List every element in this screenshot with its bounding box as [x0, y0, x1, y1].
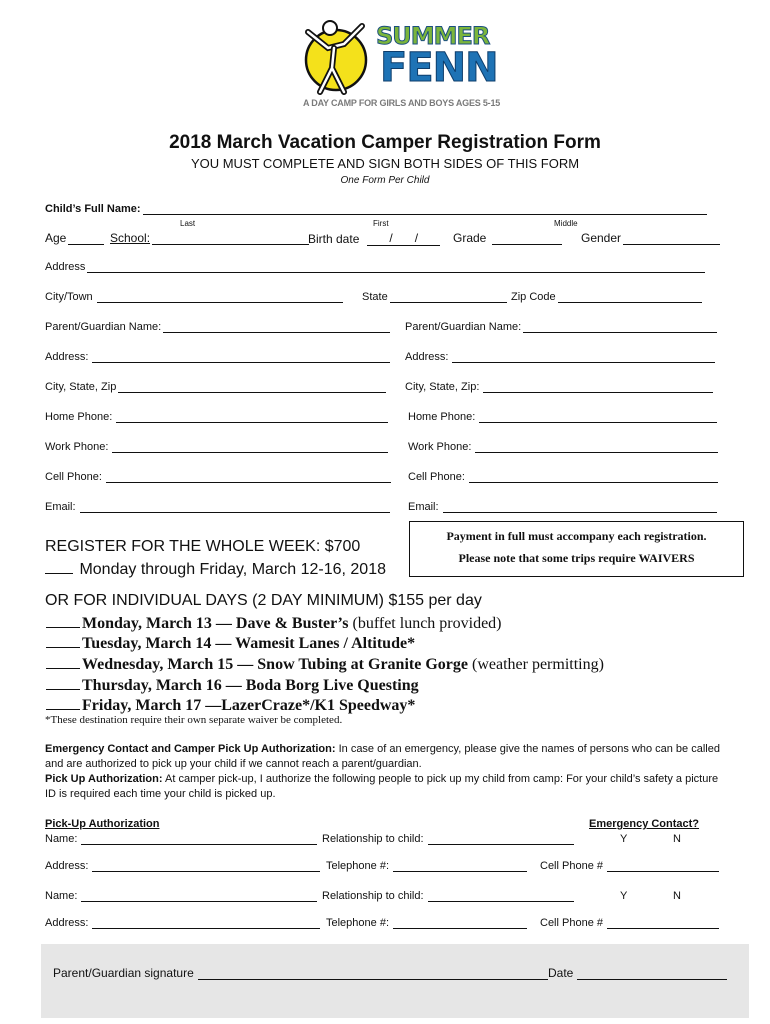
grade-label: Grade: [453, 231, 487, 245]
logo-word-summer: SUMMER: [376, 22, 490, 50]
child-address-label: Address: [45, 261, 86, 273]
individual-days-heading: OR FOR INDIVIDUAL DAYS (2 DAY MINIMUM) $155 per day: [45, 592, 482, 609]
signature-date-label: Date: [548, 966, 574, 980]
gender-input[interactable]: [623, 233, 720, 245]
guardian1-name-input[interactable]: [163, 321, 390, 333]
pickup2-telephone-field[interactable]: [326, 917, 527, 929]
emergency-paragraph-text: In case of an emergency, please give the names of persons who can be called and are authorized to pick up your child if we cannot reach a parent/guardian.: [45, 743, 720, 770]
child-city-input[interactable]: [97, 291, 343, 303]
guardian2-email-field[interactable]: [408, 501, 717, 513]
guardian1-address-input[interactable]: [92, 351, 390, 363]
age-input[interactable]: [68, 233, 104, 245]
guardian1-home-phone-field[interactable]: [45, 411, 388, 423]
guardian-signature-label: Parent/Guardian signature: [53, 966, 194, 980]
guardian1-cell-phone-field[interactable]: [45, 471, 391, 483]
guardian1-work-phone-field[interactable]: [45, 441, 388, 453]
whole-week-option-label: Monday through Friday, March 12-16, 2018: [79, 561, 386, 578]
guardian2-cell-phone-input[interactable]: [469, 471, 718, 483]
pickup1-relationship-label: Relationship to child:: [322, 833, 424, 845]
pickup2-name-input[interactable]: [81, 890, 317, 902]
day-option-title: Wednesday, March 15 — Snow Tubing at Granite Gorge: [82, 656, 468, 673]
day-option-title: Thursday, March 16 — Boda Borg Live Questing: [82, 677, 419, 694]
guardian1-work-phone-label: Work Phone:: [45, 441, 109, 453]
pickup2-relationship-label: Relationship to child:: [322, 890, 424, 902]
guardian2-name-label: Parent/Guardian Name:: [405, 321, 522, 333]
pickup2-cell-field[interactable]: [540, 917, 719, 929]
guardian1-email-label: Email:: [45, 501, 76, 513]
guardian1-city-input[interactable]: [118, 381, 386, 393]
guardian2-home-phone-label: Home Phone:: [408, 411, 476, 423]
guardian2-cell-phone-field[interactable]: [408, 471, 718, 483]
child-full-name-field[interactable]: [45, 203, 707, 215]
guardian2-email-input[interactable]: [443, 501, 717, 513]
signature-box: [41, 944, 749, 1018]
whole-week-option[interactable]: [45, 560, 386, 579]
guardian1-address-field[interactable]: [45, 351, 390, 363]
pickup1-name-field[interactable]: [45, 833, 317, 845]
logo-word-fenn: FENN: [380, 45, 498, 91]
day-option-monday[interactable]: [46, 614, 502, 633]
day-option-note: (buffet lunch provided): [348, 615, 502, 632]
age-field[interactable]: [45, 231, 104, 245]
pickup-paragraph: [45, 772, 725, 802]
guardian2-cell-phone-label: Cell Phone:: [408, 471, 465, 483]
payment-notice-box: [409, 521, 744, 577]
signature-date-input[interactable]: [577, 968, 727, 980]
guardian2-work-phone-field[interactable]: [408, 441, 718, 453]
pickup2-relationship-field[interactable]: [322, 890, 574, 902]
child-state-label: State: [362, 291, 388, 303]
pickup1-relationship-field[interactable]: [322, 833, 574, 845]
pickup-heading: Pick-Up Authorization: [45, 818, 160, 830]
pickup1-telephone-field[interactable]: [326, 860, 527, 872]
guardian-signature-field[interactable]: [53, 966, 548, 980]
grade-field[interactable]: [453, 231, 562, 245]
guardian1-cell-phone-label: Cell Phone:: [45, 471, 102, 483]
pickup1-telephone-label: Telephone #:: [326, 860, 389, 872]
pickup2-address-label: Address:: [45, 917, 89, 929]
day-option-title: Tuesday, March 14 — Wamesit Lanes / Altitude*: [82, 635, 416, 652]
payment-notice-line2: Please note that some trips require WAIVERS: [458, 551, 695, 565]
birth-date-label: Birth date: [308, 232, 360, 246]
emergency-contact-heading: Emergency Contact?: [589, 818, 700, 830]
payment-notice-line1: Payment in full must accompany each registration.: [446, 529, 707, 543]
child-zip-input[interactable]: [558, 291, 702, 303]
form-subtitle: YOU MUST COMPLETE AND SIGN BOTH SIDES OF THIS FORM: [190, 156, 580, 171]
child-city-field[interactable]: [45, 291, 343, 303]
camp-logo: [300, 18, 500, 113]
guardian2-name-input[interactable]: [523, 321, 717, 333]
birth-year-input[interactable]: [418, 234, 440, 246]
guardian2-address-input[interactable]: [452, 351, 715, 363]
guardian2-email-label: Email:: [408, 501, 439, 513]
pickup1-address-label: Address:: [45, 860, 89, 872]
gender-label: Gender: [581, 231, 622, 245]
day-checkbox-line[interactable]: [46, 655, 80, 669]
form-note: One Form Per Child: [340, 175, 430, 186]
guardian2-name-field[interactable]: [405, 321, 717, 333]
pickup2-relationship-input[interactable]: [428, 890, 574, 902]
pickup2-cell-label: Cell Phone #: [540, 917, 603, 929]
pickup2-telephone-label: Telephone #:: [326, 917, 389, 929]
guardian1-home-phone-label: Home Phone:: [45, 411, 113, 423]
day-option-wednesday[interactable]: [46, 655, 604, 674]
emergency-paragraph: [45, 742, 725, 772]
guardian2-address-field[interactable]: [405, 351, 715, 363]
pickup1-address-input[interactable]: [92, 860, 320, 872]
child-address-field[interactable]: [45, 261, 705, 273]
guardian1-email-input[interactable]: [80, 501, 390, 513]
guardian1-name-field[interactable]: [45, 321, 390, 333]
day-checkbox-line[interactable]: [46, 634, 80, 648]
birth-date-field[interactable]: [308, 231, 440, 246]
day-checkbox-line[interactable]: [46, 614, 80, 628]
pickup1-address-field[interactable]: [45, 860, 320, 872]
guardian2-home-phone-input[interactable]: [479, 411, 717, 423]
guardian1-work-phone-input[interactable]: [112, 441, 388, 453]
guardian1-city-field[interactable]: [45, 381, 386, 393]
pickup2-telephone-input[interactable]: [393, 917, 527, 929]
pickup1-cell-input[interactable]: [607, 860, 719, 872]
child-zip-field[interactable]: [511, 291, 702, 303]
guardian-signature-input[interactable]: [198, 968, 548, 980]
pickup2-cell-input[interactable]: [607, 917, 719, 929]
school-input[interactable]: [152, 233, 309, 245]
child-address-input[interactable]: [87, 261, 705, 273]
guardian2-work-phone-input[interactable]: [475, 441, 718, 453]
gender-field[interactable]: [581, 231, 720, 245]
pickup1-telephone-input[interactable]: [393, 860, 527, 872]
grade-input[interactable]: [492, 233, 562, 245]
day-option-title: Monday, March 13 — Dave & Buster’s: [82, 615, 349, 632]
signature-date-field[interactable]: [548, 966, 727, 980]
pickup2-name-label: Name:: [45, 890, 78, 902]
form-title: 2018 March Vacation Camper Registration Form: [169, 132, 601, 153]
child-state-field[interactable]: [362, 291, 507, 303]
guardian1-email-field[interactable]: [45, 501, 390, 513]
guardian1-home-phone-input[interactable]: [116, 411, 388, 423]
guardian1-address-label: Address:: [45, 351, 89, 363]
child-full-name-input[interactable]: [143, 203, 707, 215]
guardian1-name-label: Parent/Guardian Name:: [45, 321, 162, 333]
birth-month-input[interactable]: [367, 234, 389, 246]
guardian2-work-phone-label: Work Phone:: [408, 441, 472, 453]
logo-tagline: A DAY CAMP FOR GIRLS AND BOYS AGES 5-15: [303, 98, 501, 108]
pickup1-emergency-no[interactable]: N: [673, 833, 681, 845]
birth-date-slash-1: /: [389, 231, 393, 245]
guardian1-city-label: City, State, Zip: [45, 381, 117, 393]
day-option-title: Friday, March 17 —LazerCraze*/K1 Speedway*: [82, 697, 416, 714]
pickup2-name-field[interactable]: [45, 890, 317, 902]
middle-name-caption: Middle: [554, 219, 578, 228]
pickup2-emergency-no[interactable]: N: [673, 890, 681, 902]
logo-figure-icon: [300, 18, 375, 98]
guardian2-city-label: City, State, Zip:: [405, 381, 480, 393]
age-label: Age: [45, 231, 67, 245]
pickup1-name-input[interactable]: [81, 833, 317, 845]
birth-date-slash-2: /: [414, 231, 419, 245]
emergency-paragraph-bold: Emergency Contact and Camper Pick Up Authorization:: [45, 743, 336, 755]
guardian2-city-input[interactable]: [483, 381, 713, 393]
pickup-paragraph-text: At camper pick-up, I authorize the following people to pick up my child from camp: For your child’s safety a picture ID is required each time your child is picked up.: [45, 773, 719, 800]
pickup2-address-field[interactable]: [45, 917, 320, 929]
whole-week-checkbox-line[interactable]: [45, 560, 73, 574]
pickup1-relationship-input[interactable]: [428, 833, 574, 845]
day-checkbox-line[interactable]: [46, 696, 80, 710]
guardian2-address-label: Address:: [405, 351, 449, 363]
day-checkbox-line[interactable]: [46, 676, 80, 690]
guardian2-city-field[interactable]: [405, 381, 713, 393]
waiver-footnote: *These destination require their own separate waiver be completed.: [45, 714, 343, 726]
day-option-note: (weather permitting): [467, 656, 604, 673]
child-state-input[interactable]: [390, 291, 507, 303]
pickup2-emergency-yes[interactable]: Y: [620, 890, 628, 902]
pickup-paragraph-bold: Pick Up Authorization:: [45, 773, 163, 785]
pickup1-emergency-yes[interactable]: Y: [620, 833, 628, 845]
first-name-caption: First: [373, 219, 389, 228]
school-label: School:: [110, 231, 151, 245]
pickup1-name-label: Name:: [45, 833, 78, 845]
child-zip-label: Zip Code: [511, 291, 556, 303]
school-field[interactable]: [110, 231, 309, 245]
guardian1-cell-phone-input[interactable]: [106, 471, 391, 483]
pickup2-address-input[interactable]: [92, 917, 320, 929]
guardian2-home-phone-field[interactable]: [408, 411, 717, 423]
child-city-label: City/Town: [45, 291, 93, 303]
day-option-tuesday[interactable]: [46, 634, 415, 653]
day-option-friday[interactable]: [46, 696, 415, 715]
pickup1-cell-label: Cell Phone #: [540, 860, 603, 872]
child-full-name-label: Child’s Full Name:: [45, 203, 141, 215]
pickup1-cell-field[interactable]: [540, 860, 719, 872]
last-name-caption: Last: [180, 219, 196, 228]
whole-week-heading: REGISTER FOR THE WHOLE WEEK: $700: [45, 538, 361, 555]
day-option-thursday[interactable]: [46, 676, 419, 695]
birth-day-input[interactable]: [393, 234, 415, 246]
